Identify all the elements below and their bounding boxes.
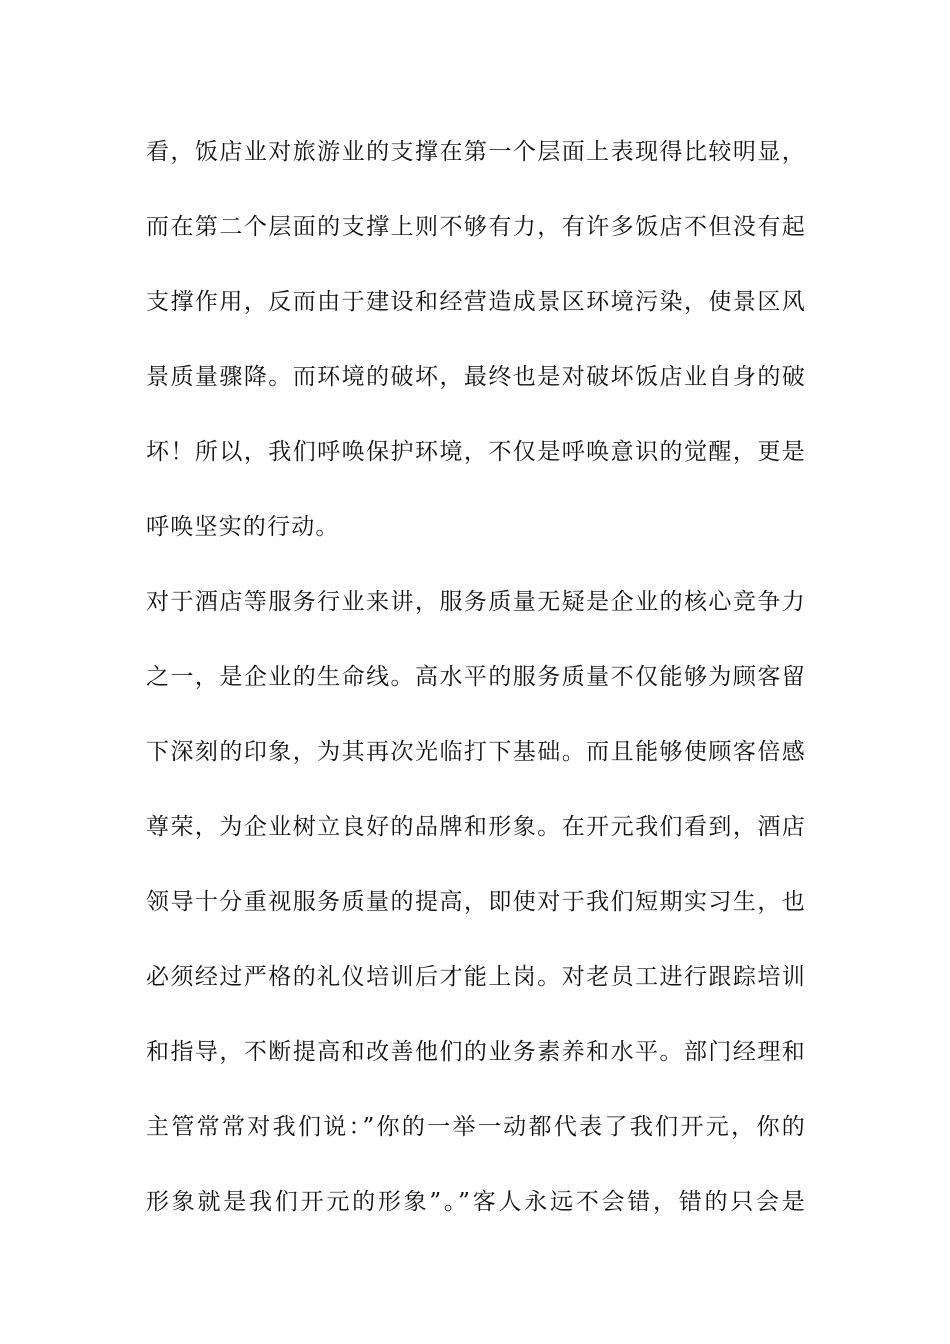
text-line: 必须经过严格的礼仪培训后才能上岗。对老员工进行跟踪培训 <box>146 964 806 990</box>
text-line: 对于酒店等服务行业来讲，服务质量无疑是企业的核心竞争力 <box>146 589 806 615</box>
text-line: 尊荣，为企业树立良好的品牌和形象。在开元我们看到，酒店 <box>146 814 806 840</box>
text-line: 下深刻的印象，为其再次光临打下基础。而且能够使顾客倍感 <box>146 739 806 765</box>
text-line: 呼唤坚实的行动。 <box>146 514 340 540</box>
text-line: 形象就是我们开元的形象”。”客人永远不会错，错的只会是 <box>146 1189 806 1215</box>
text-line: 之一，是企业的生命线。高水平的服务质量不仅能够为顾客留 <box>146 664 806 690</box>
text-line: 主管常常对我们说：”你的一举一动都代表了我们开元，你的 <box>146 1114 806 1140</box>
text-line: 而在第二个层面的支撑上则不够有力，有许多饭店不但没有起 <box>146 214 806 240</box>
text-line: 支撑作用，反而由于建设和经营造成景区环境污染，使景区风 <box>146 289 806 315</box>
text-line: 领导十分重视服务质量的提高，即使对于我们短期实习生，也 <box>146 889 806 915</box>
text-line: 景质量骤降。而环境的破坏，最终也是对破坏饭店业自身的破 <box>146 364 806 390</box>
text-line: 坏！所以，我们呼唤保护环境，不仅是呼唤意识的觉醒，更是 <box>146 439 806 465</box>
text-line: 看，饭店业对旅游业的支撑在第一个层面上表现得比较明显， <box>146 139 806 165</box>
text-line: 和指导，不断提高和改善他们的业务素养和水平。部门经理和 <box>146 1039 806 1065</box>
